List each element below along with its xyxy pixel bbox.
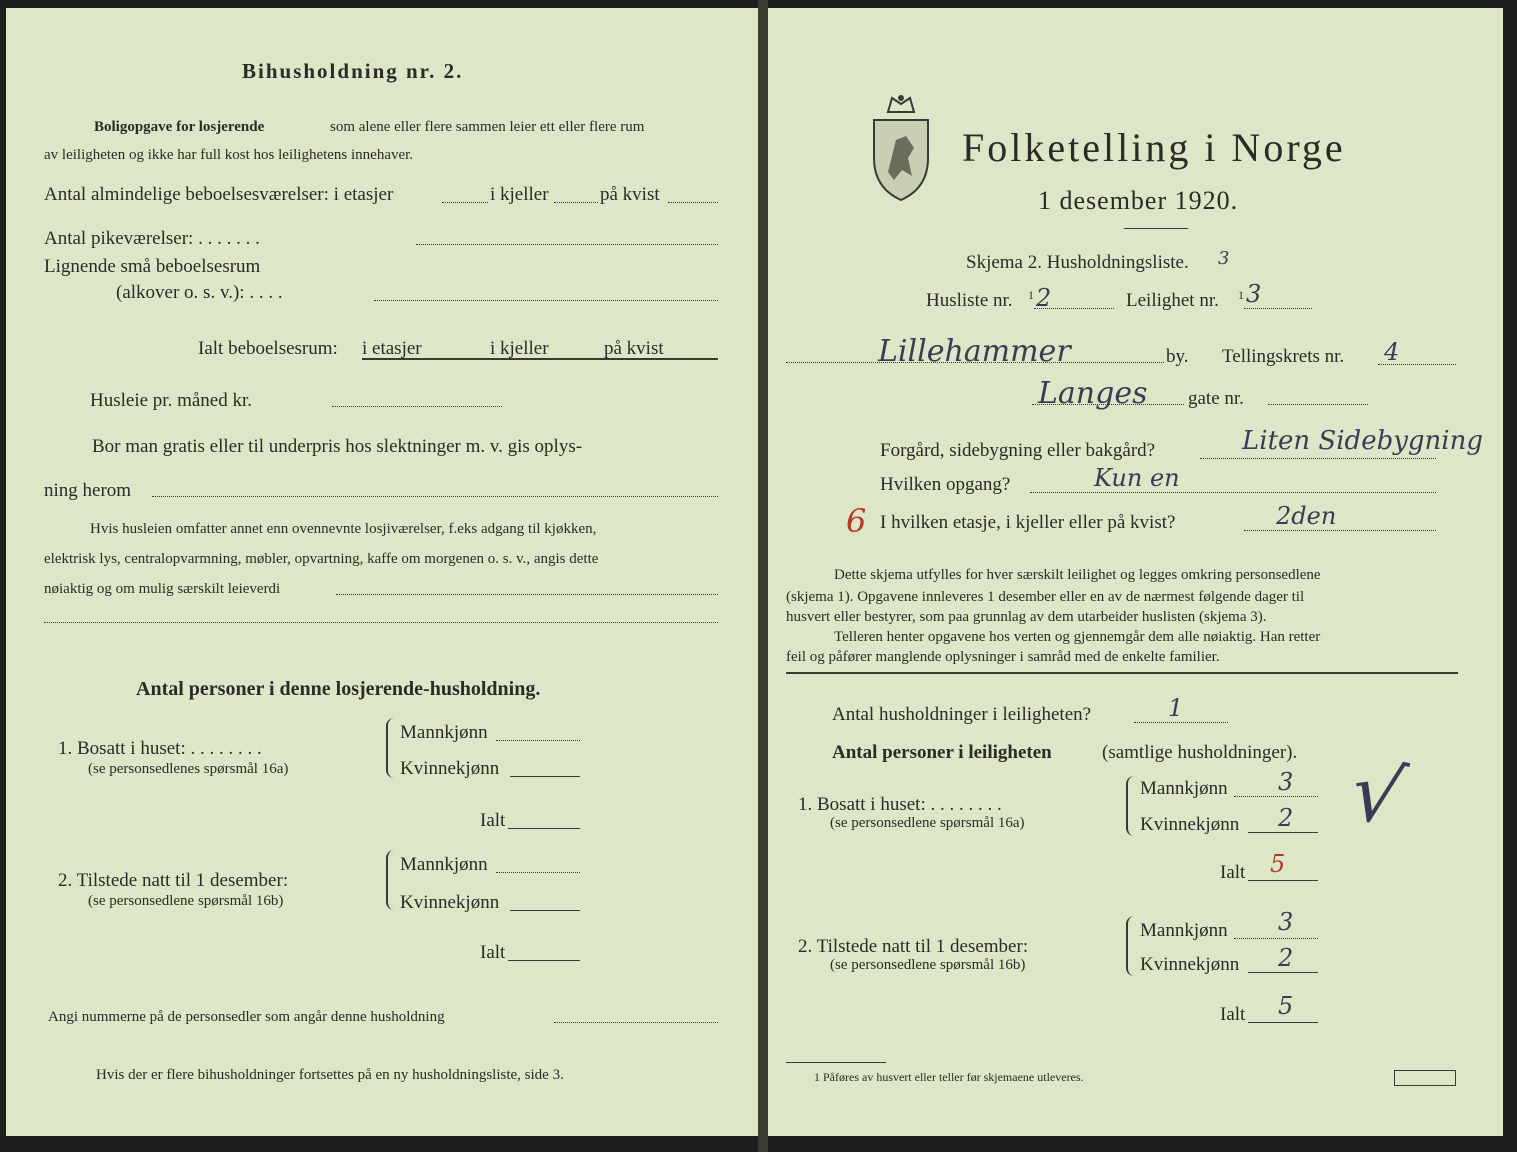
right-q1-total-value: 5 (1270, 850, 1286, 878)
schema-number: 3 (1218, 248, 1230, 269)
info-line-5: feil og påfører manglende oplysninger i samråd med de enkelte familier. (786, 649, 1220, 665)
info-line-4: Telleren henter opgavene hos verten og gjennemgår dem alle nøiaktig. Han retter (834, 629, 1321, 645)
right-q1-label: 1. Bosatt i huset: . . . . . . . . (798, 794, 1002, 815)
info-line-3: husvert eller bestyrer, som paa grunnlag av dem utarbeider huslisten (skjema 3). (786, 609, 1267, 625)
maid-rooms-line (416, 244, 718, 245)
numbers-line (554, 1022, 718, 1023)
total-rooms-line (362, 358, 718, 360)
left-q2-male-line (496, 872, 580, 873)
left-q1-male: Mannkjønn (400, 722, 488, 743)
rooms-attic: på kvist (600, 184, 660, 205)
small-rooms-label-1: Lignende små beboelsesrum (44, 256, 261, 277)
left-q1-female: Kvinnekjønn (400, 758, 500, 779)
numbers-label: Angi nummerne på de personsedler som angår denne husholdning (48, 1009, 445, 1025)
total-rooms-attic: på kvist (604, 338, 664, 359)
info-line-2: (skjema 1). Opgavene innleveres 1 desember eller en av de nærmest følgende dager til (786, 589, 1305, 605)
leilighet-value: 3 (1246, 280, 1262, 308)
left-heading: Bihusholdning nr. 2. (242, 59, 464, 83)
right-q1-female-value: 2 (1278, 804, 1294, 832)
right-q1-male-value: 3 (1278, 768, 1294, 796)
small-rooms-label-2: (alkover o. s. v.): . . . . (116, 282, 283, 303)
rooms-floors-line (442, 202, 488, 203)
street-value: Langes (1038, 376, 1148, 411)
entrance-line (1030, 492, 1436, 493)
right-q1-total: Ialt (1220, 862, 1246, 883)
left-q1-total-line (508, 828, 580, 829)
left-q2-female: Kvinnekjønn (400, 892, 500, 913)
right-q1-total-line (1248, 880, 1318, 881)
free-label-1: Bor man gratis eller til underpris hos slektninger m. v. gis oplys- (92, 436, 583, 457)
note-line-2: elektrisk lys, centralopvarmning, møbler, opvartning, kaffe om morgenen o. s. v., angis dette (44, 551, 599, 567)
husliste-sup: 1 (1028, 288, 1034, 302)
right-q2-total-value: 5 (1278, 992, 1294, 1020)
left-q2-total-line (508, 960, 580, 961)
total-rooms-label: Ialt beboelsesrum: (198, 338, 338, 359)
footnote-rule (786, 1062, 886, 1063)
left-q1-brace (386, 718, 394, 778)
note-line (336, 594, 718, 595)
right-page (768, 8, 1503, 1136)
printer-stamp (1394, 1070, 1456, 1086)
left-persons-heading: Antal personer i denne losjerende-husholdning. (136, 678, 541, 700)
right-q2-male: Mannkjønn (1140, 920, 1228, 941)
floor-line (1244, 530, 1436, 531)
right-persons-bold: Antal personer i leiligheten (832, 742, 1052, 763)
left-q1-female-line (510, 776, 580, 777)
households-label: Antal husholdninger i leiligheten? (832, 704, 1092, 725)
city-value: Lillehammer (878, 334, 1071, 369)
left-q1-sub: (se personsedlenes spørsmål 16a) (88, 761, 289, 777)
rooms-label: Antal almindelige beboelsesværelser: i etasjer (44, 184, 394, 205)
right-q2-total-line (1248, 1022, 1318, 1023)
tellingskrets-line (1378, 364, 1456, 365)
note-line-1: Hvis husleien omfatter annet enn ovennevnte losjiværelser, f.eks adgang til kjøkken, (90, 521, 597, 537)
left-footer: Hvis der er flere bihusholdninger fortsettes på en ny husholdningsliste, side 3. (96, 1067, 564, 1083)
book-spine (758, 0, 768, 1152)
right-q2-female: Kvinnekjønn (1140, 954, 1240, 975)
left-q1-label: 1. Bosatt i huset: . . . . . . . . (58, 738, 262, 759)
free-label-2: ning herom (44, 480, 132, 501)
city-line (786, 362, 1164, 363)
left-q2-female-line (510, 910, 580, 911)
right-q1-brace (1126, 776, 1134, 836)
check-mark: √ (1342, 743, 1413, 846)
coat-of-arms-icon (866, 92, 936, 204)
right-q2-brace (1126, 916, 1134, 976)
leilighet-line (1244, 308, 1312, 309)
rooms-cellar-line (554, 202, 598, 203)
street-line (1032, 404, 1184, 405)
tellingskrets-label: Tellingskrets nr. (1222, 346, 1345, 367)
households-value: 1 (1168, 694, 1184, 722)
right-persons-rest: (samtlige husholdninger). (1102, 742, 1298, 763)
households-line (1134, 722, 1228, 723)
husliste-label: Husliste nr. (926, 290, 1013, 311)
building-value: Liten Sidebygning (1242, 426, 1484, 456)
info-line-1: Dette skjema utfylles for hver særskilt leilighet og legges omkring personsedlene (834, 567, 1321, 583)
schema-label: Skjema 2. Husholdningsliste. (966, 252, 1189, 273)
intro-bold: Boligopgave for losjerende (94, 119, 265, 135)
intro-rest: som alene eller flere sammen leier ett eller flere rum (330, 119, 645, 135)
entrance-value: Kun en (1094, 464, 1180, 492)
right-q1-female: Kvinnekjønn (1140, 814, 1240, 835)
right-q1-male: Mannkjønn (1140, 778, 1228, 799)
note-line-3: nøiaktig og om mulig særskilt leieverdi (44, 581, 281, 597)
maid-rooms-label: Antal pikeværelser: . . . . . . . (44, 228, 260, 249)
right-q1-female-line (1248, 832, 1318, 833)
leilighet-sup: 1 (1238, 288, 1244, 302)
tellingskrets-value: 4 (1384, 338, 1400, 366)
left-q2-sub: (se personsedlene spørsmål 16b) (88, 893, 284, 909)
right-q1-sub: (se personsedlene spørsmål 16a) (830, 815, 1025, 831)
left-q2-total: Ialt (480, 942, 506, 963)
left-q1-total: Ialt (480, 810, 506, 831)
footnote: 1 Påføres av husvert eller teller før skjemaene utleveres. (814, 1070, 1084, 1084)
right-q2-male-line (1234, 938, 1318, 939)
husliste-line (1034, 308, 1114, 309)
free-line (152, 496, 718, 497)
right-q2-female-line (1248, 972, 1318, 973)
left-q2-label: 2. Tilstede natt til 1 desember: (58, 870, 289, 891)
floor-value: 2den (1276, 502, 1337, 530)
title-divider (1124, 228, 1188, 229)
small-rooms-line (374, 300, 718, 301)
total-rooms-cellar: i kjeller (490, 338, 549, 359)
left-q2-male: Mannkjønn (400, 854, 488, 875)
form-title: Folketelling i Norge (962, 125, 1346, 170)
building-label: Forgård, sidebygning eller bakgård? (880, 440, 1156, 461)
rent-line (332, 406, 502, 407)
intro-line2: av leiligheten og ikke har full kost hos leilighetens innehaver. (44, 147, 414, 163)
entrance-label: Hvilken opgang? (880, 474, 1011, 495)
floor-label: I hvilken etasje, i kjeller eller på kvist? (880, 512, 1176, 533)
by-label: by. (1166, 346, 1189, 367)
husliste-value: 2 (1036, 284, 1052, 312)
gate-line (1268, 404, 1368, 405)
rent-label: Husleie pr. måned kr. (90, 390, 252, 411)
margin-mark: 6 (846, 502, 867, 540)
left-q2-brace (386, 850, 394, 910)
right-q2-male-value: 3 (1278, 908, 1294, 936)
info-divider (786, 672, 1458, 674)
right-q2-female-value: 2 (1278, 944, 1294, 972)
rooms-cellar: i kjeller (490, 184, 549, 205)
leilighet-label: Leilighet nr. (1126, 290, 1219, 311)
note-line-extra (44, 622, 718, 623)
form-date: 1 desember 1920. (1038, 186, 1239, 215)
left-q1-male-line (496, 740, 580, 741)
total-rooms-floors: i etasjer (362, 338, 422, 359)
right-q1-male-line (1234, 796, 1318, 797)
rooms-attic-line (668, 202, 718, 203)
building-line (1200, 458, 1436, 459)
right-q2-total: Ialt (1220, 1004, 1246, 1025)
left-page (6, 8, 758, 1136)
gate-label: gate nr. (1188, 388, 1244, 409)
right-q2-sub: (se personsedlene spørsmål 16b) (830, 957, 1026, 973)
right-q2-label: 2. Tilstede natt til 1 desember: (798, 936, 1029, 957)
